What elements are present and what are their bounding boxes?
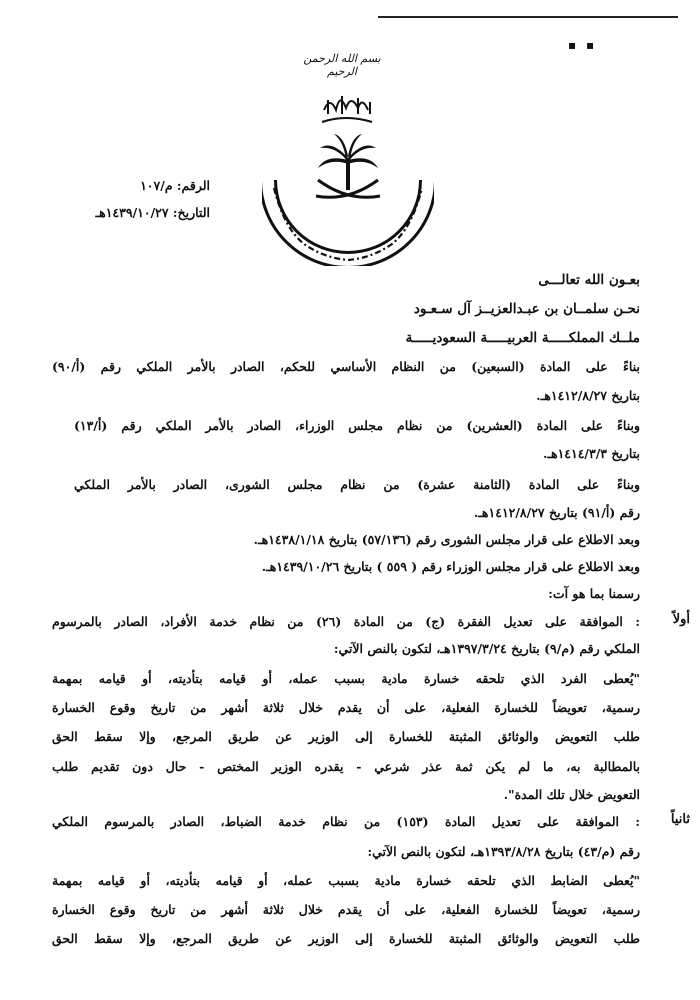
article-1-line-4: رسمية، تعويضاً للخسارة الفعلية، على أن يقدم خلال ثلاثة أشهر من تاريخ وقوع الخسارة <box>52 700 640 715</box>
recital-3-line-1: وبناءً على المادة (الثامنة عشرة) من نظام مجلس الشورى، الصادر بالأمر الملكي <box>74 477 640 492</box>
article-2-label: ثانياً <box>670 812 690 827</box>
article-2-line-1: : الموافقة على تعديل المادة (١٥٣) من نظام خدمة الضباط، الصادر بالمرسوم الملكي <box>52 814 640 829</box>
article-2-line-2: رقم (م/٤٣) بتاريخ ١٣٩٣/٨/٢٨هـ، لتكون بالنص الآتي: <box>367 844 640 859</box>
recital-3-line-2: رقم (أ/٩١) بتاريخ ١٤١٢/٨/٢٧هـ. <box>473 505 640 520</box>
review-line-1: وبعد الاطلاع على قرار مجلس الشورى رقم (٥٧/١٣٦) بتاريخ ١٤٣٨/١/١٨هـ. <box>253 532 640 547</box>
article-2-line-4: رسمية، تعويضاً للخسارة الفعلية، على أن يقدم خلال ثلاثة أشهر من تاريخ وقوع الخسارة <box>52 902 640 917</box>
article-1-line-3: "يُعطى الفرد الذي تلحقه خسارة مادية بسبب عمله، أو قيامه بتأديته، أو قيامه بمهمة <box>52 671 640 686</box>
article-1-line-1: : الموافقة على تعديل الفقرة (ج) من المادة (٢٦) من نظام خدمة الأفراد، الصادر بالمرسوم <box>52 614 640 629</box>
article-1-line-6: بالمطالبة به، ما لم يكن ثمة عذر شرعي - يقدره الوزير المختص - حال دون تقديم طلب <box>52 759 640 774</box>
reference-date: التاريخ: ١٤٣٩/١٠/٢٧هـ <box>95 205 210 220</box>
reference-number: الرقم: م/١٠٧ <box>140 178 210 193</box>
palm-tree-icon <box>318 134 378 190</box>
recital-1-line-2: بتاريخ ١٤١٢/٨/٢٧هـ. <box>536 388 640 403</box>
king-title: ملــك المملكـــــة العربيـــــة السعوديـــــة <box>405 330 640 346</box>
emblem-ring <box>268 180 428 260</box>
recital-2-line-2: بتاريخ ١٤١٤/٣/٣هـ. <box>542 446 640 461</box>
saudi-emblem-icon <box>262 88 434 266</box>
basmala: بسم الله الرحمن الرحيم <box>303 52 381 78</box>
invocation: بعـون الله تعالـــى <box>538 272 640 288</box>
top-rule <box>378 16 678 18</box>
article-2-line-5: طلب التعويض والوثائق المثبتة للخسارة إلى الوزير عن طريق المرجع، وإلا سقط الحق <box>52 931 640 946</box>
article-1-line-7: التعويض خلال تلك المدة". <box>503 787 640 802</box>
article-1-label: أولاً <box>672 612 690 627</box>
article-1-line-2: الملكي رقم (م/٩) بتاريخ ١٣٩٧/٣/٢٤هـ، لتكون بالنص الآتي: <box>333 641 640 656</box>
recital-2-line-1: وبناءً على المادة (العشرين) من نظام مجلس الوزراء، الصادر بالأمر الملكي رقم (أ/١٣) <box>74 418 640 433</box>
decree-intro: رسمنا بما هو آت: <box>548 586 640 601</box>
review-line-2: وبعد الاطلاع على قرار مجلس الوزراء رقم ( ٥٥٩ ) بتاريخ ١٤٣٩/١٠/٢٦هـ. <box>261 559 640 574</box>
shahada-calligraphy <box>322 96 372 122</box>
king-name: نحـن سلمــان بن عبـدالعزيــز آل سـعـود <box>413 301 640 317</box>
article-1-line-5: طلب التعويض والوثائق المثبتة للخسارة إلى الوزير عن طريق المرجع، وإلا سقط الحق <box>52 729 640 744</box>
article-2-line-3: "يُعطى الضابط الذي تلحقه خسارة مادية بسبب عمله، أو قيامه بتأديته، أو قيامه بمهمة <box>52 873 640 888</box>
recital-1-line-1: بناءً على المادة (السبعين) من النظام الأساسي للحكم، الصادر بالأمر الملكي رقم (أ/٩٠) <box>52 359 640 374</box>
corner-marks: ▪ ▪ <box>568 38 598 52</box>
